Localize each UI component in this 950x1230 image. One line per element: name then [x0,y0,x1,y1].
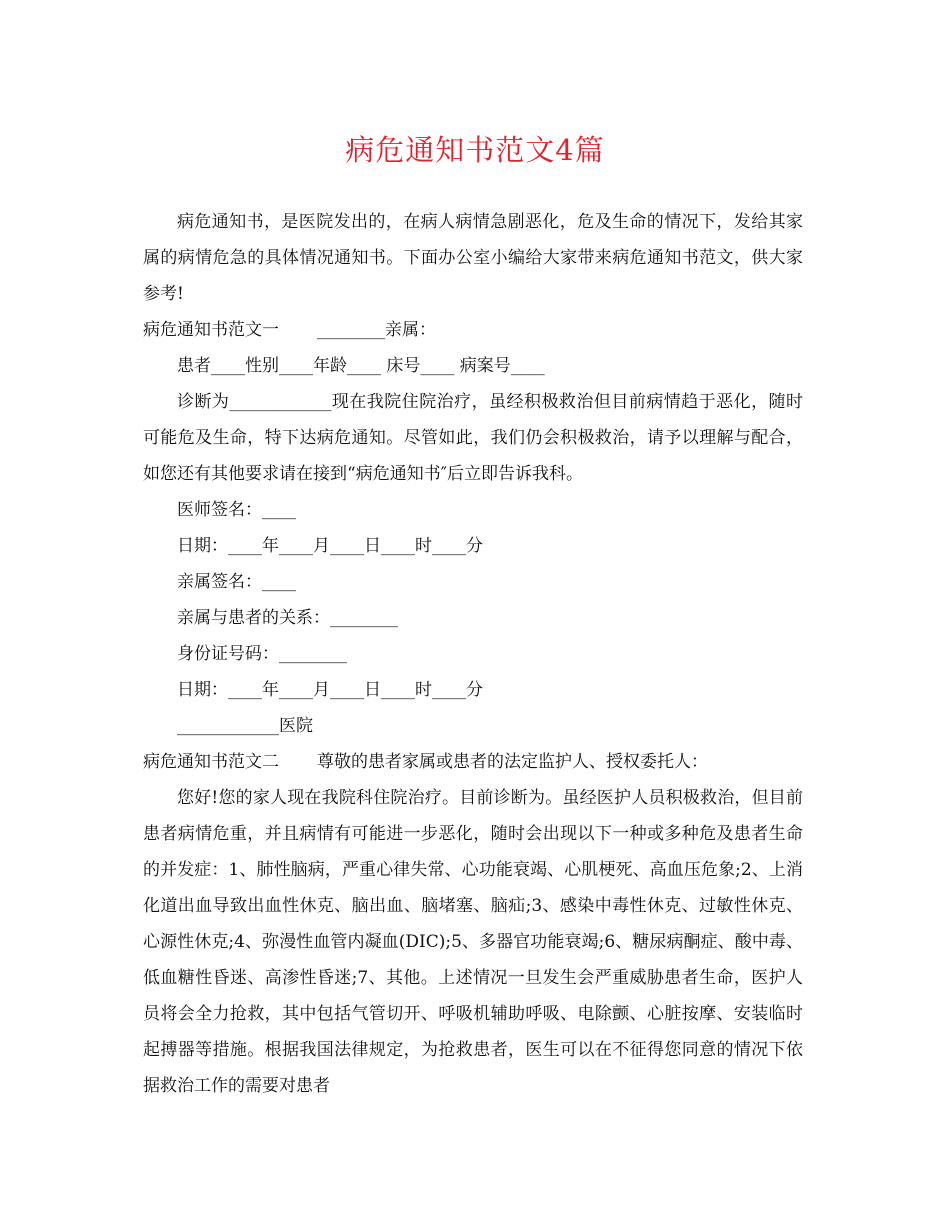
section1-header-line [143,312,803,348]
section2-salutation: 尊敬的患者家属或患者的法定监护人、授权委托人： [317,752,708,772]
date-line-1: 日期：____年____月____日____时____分 [177,536,483,556]
document-body [143,204,803,1104]
relation-line: 亲属与患者的关系：________ [177,608,398,628]
hospital-line: ____________医院 [177,716,313,736]
section1-salutation: ________亲属： [317,320,436,340]
diagnosis-paragraph: 诊断为____________现在我院住院治疗，虽经积极救治但目前病情趋于恶化，随时可能危及生命，特下达病危通知。尽管如此，我们仍会积极救治，请予以理解与配合，如您还有其他要求请在接到“病危通知书″后立即告诉我科。 [143,392,803,484]
section2-header-line [143,744,803,780]
doctor-signature-line: 医师签名：____ [177,500,296,520]
intro-paragraph: 病危通知书，是医院发出的，在病人病情急剧恶化，危及生命的情况下，发给其家属的病情危急的具体情况通知书。下面办公室小编给大家带来病危通知书范文，供大家参考! [143,212,803,304]
date-line-2: 日期：____年____月____日____时____分 [177,680,483,700]
document-title: 病危通知书范文4篇 [345,133,605,167]
section2-heading: 病危通知书范文二 [143,752,279,772]
id-number-line: 身份证号码：________ [177,644,347,664]
patient-info-line: 患者____性别____年龄____ 床号____ 病案号____ [177,356,545,376]
section1-heading: 病危通知书范文一 [143,320,279,340]
relative-signature-line: 亲属签名：____ [177,572,296,592]
section2-body-paragraph: 您好!您的家人现在我院科住院治疗。目前诊断为。虽经医护人员积极救治，但目前患者病情危重，并且病情有可能进一步恶化，随时会出现以下一种或多种危及患者生命的并发症：1、肺性脑病，严重心律失常、心功能衰竭、心肌梗死、高血压危象;2、上消化道出血导致出血性休克、脑出血、脑堵塞、脑疝;3、感染中毒性休克、过敏性休克、心源性休克;4、弥漫性血管内凝血(DIC);5、多器官功能衰竭;6、糖尿病酮症、酸中毒、低血糖性昏迷、高渗性昏迷;7、其他。上述情况一旦发生会严重威胁患者生命，医护人员将会全力抢救，其中包括气管切开、呼吸机辅助呼吸、电除颤、心脏按摩、安装临时起搏器等措施。根据我国法律规定，为抢救患者，医生可以在不征得您同意的情况下依据救治工作的需要对患者 [143,788,803,1096]
